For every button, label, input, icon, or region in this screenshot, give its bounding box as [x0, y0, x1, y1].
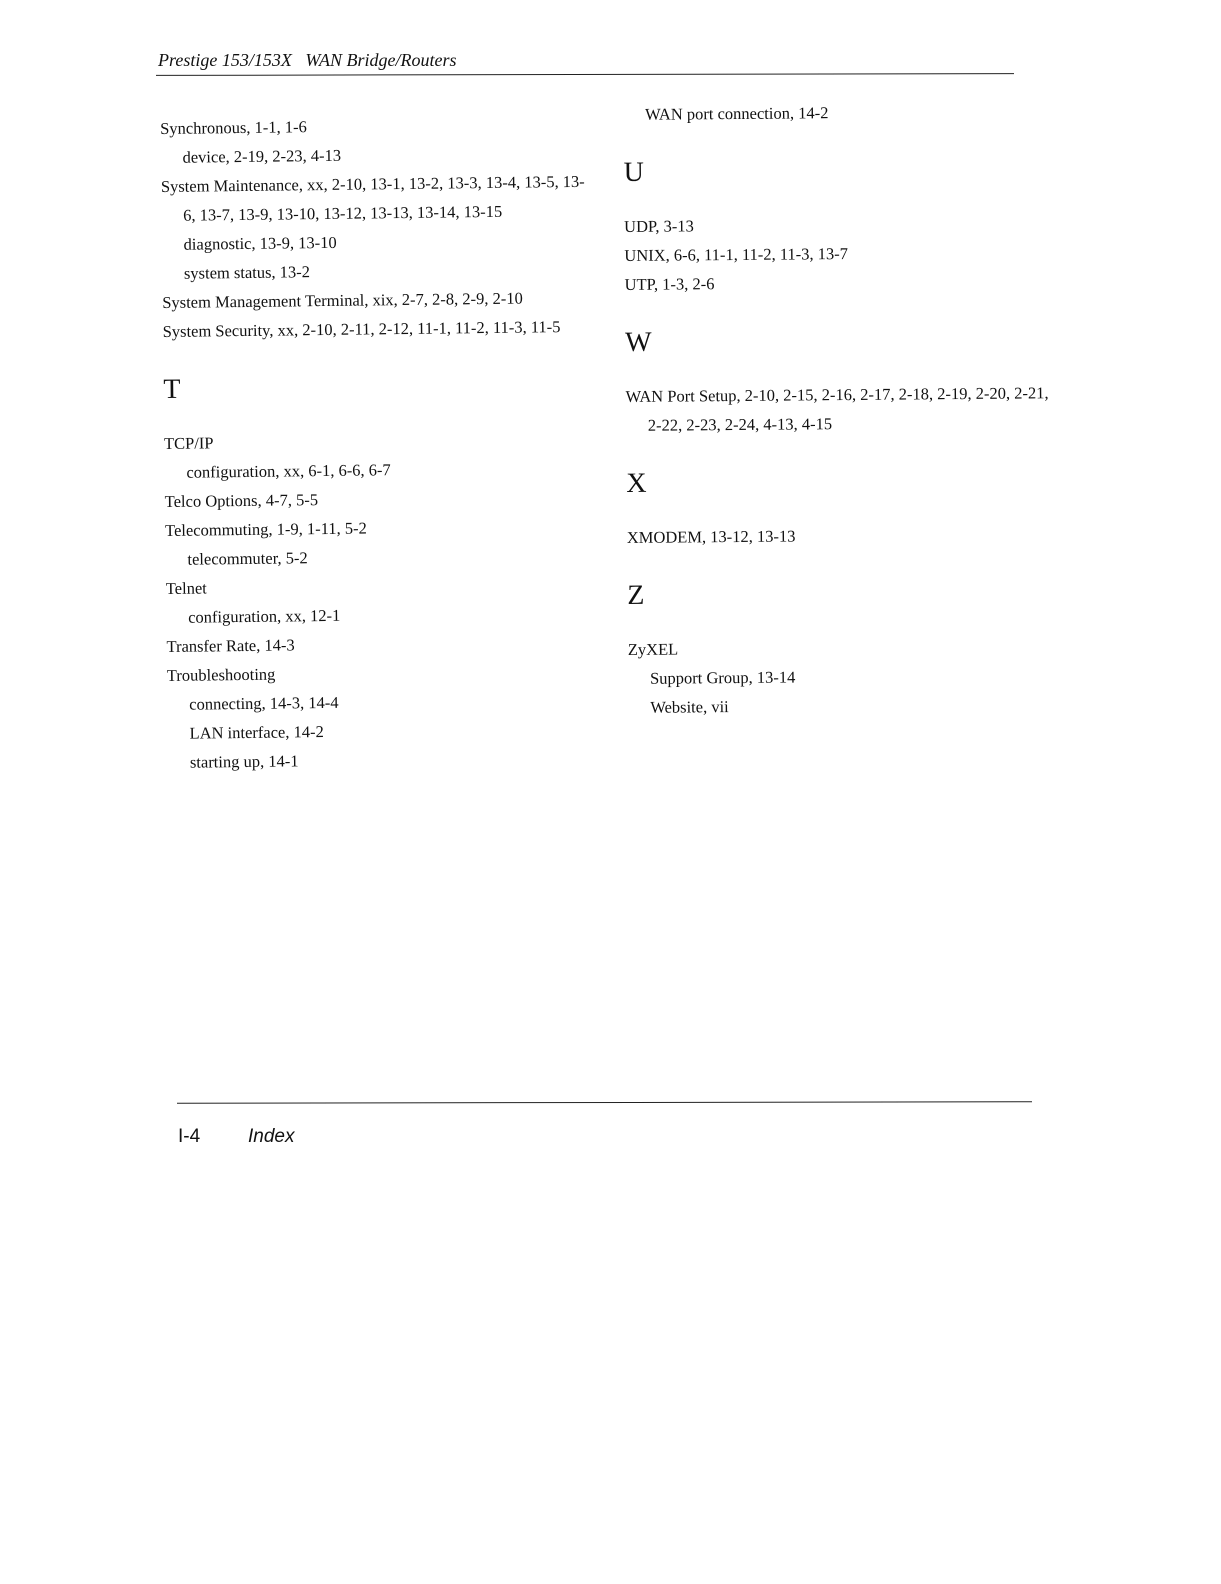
header-rule	[156, 73, 1014, 76]
index-entry: System Management Terminal, xix, 2-7, 2-8, 2-9, 2-10	[162, 288, 523, 312]
index-section-letter: W	[624, 326, 652, 358]
index-subentry: configuration, xx, 6-1, 6-6, 6-7	[186, 460, 391, 482]
index-subentry: WAN port connection, 14-2	[645, 103, 829, 124]
index-entry: UDP, 3-13	[624, 216, 694, 236]
running-header: Prestige 153/153X WAN Bridge/Routers	[158, 50, 457, 70]
index-entry: ZyXEL	[627, 639, 679, 659]
index-subentry: starting up, 14-1	[189, 751, 299, 772]
index-entry: UTP, 1-3, 2-6	[624, 274, 715, 294]
index-subentry: system status, 13-2	[183, 262, 311, 283]
index-entry: System Maintenance, xx, 2-10, 13-1, 13-2, 13-3, 13-4, 13-5, 13-6, 13-7, 13-9, 13-10, 13-12, 13-13, 13-14, 13-15	[160, 171, 585, 225]
index-section-letter: U	[623, 156, 645, 188]
index-subentry: diagnostic, 13-9, 13-10	[183, 232, 337, 254]
index-entry: System Security, xx, 2-10, 2-11, 2-12, 11-1, 11-2, 11-3, 11-5	[162, 317, 561, 341]
index-section-letter: T	[163, 373, 181, 405]
index-column-left	[160, 109, 598, 777]
index-section-letter: X	[626, 467, 647, 499]
index-entry: Synchronous, 1-1, 1-6	[160, 117, 307, 138]
index-subentry: device, 2-19, 2-23, 4-13	[182, 145, 342, 167]
index-entry: Transfer Rate, 14-3	[166, 635, 295, 656]
index-subentry: Website, vii	[650, 697, 729, 717]
footer-section-label: Index	[248, 1126, 295, 1147]
index-subentry: Support Group, 13-14	[649, 667, 796, 688]
page-number: I-4	[178, 1126, 201, 1147]
index-entry: Telnet	[165, 578, 207, 598]
index-entry: Troubleshooting	[166, 664, 276, 685]
index-column-right	[623, 96, 1058, 722]
index-entry: UNIX, 6-6, 11-1, 11-2, 11-3, 13-7	[624, 244, 849, 265]
index-entry: TCP/IP	[163, 433, 214, 453]
index-section-letter: Z	[627, 579, 645, 611]
footer-rule	[177, 1101, 1032, 1103]
index-subentry: telecommuter, 5-2	[187, 548, 308, 569]
index-subentry: LAN interface, 14-2	[189, 722, 324, 743]
index-entry: Telecommuting, 1-9, 1-11, 5-2	[164, 518, 367, 540]
index-entry: WAN Port Setup, 2-10, 2-15, 2-16, 2-17, 2-18, 2-19, 2-20, 2-21, 2-22, 2-23, 2-24, 4-13, 4-15	[625, 383, 1049, 435]
index-entry: XMODEM, 13-12, 13-13	[626, 526, 796, 547]
index-entry: Telco Options, 4-7, 5-5	[164, 490, 319, 511]
index-subentry: configuration, xx, 12-1	[188, 605, 341, 627]
index-subentry: connecting, 14-3, 14-4	[189, 692, 339, 714]
